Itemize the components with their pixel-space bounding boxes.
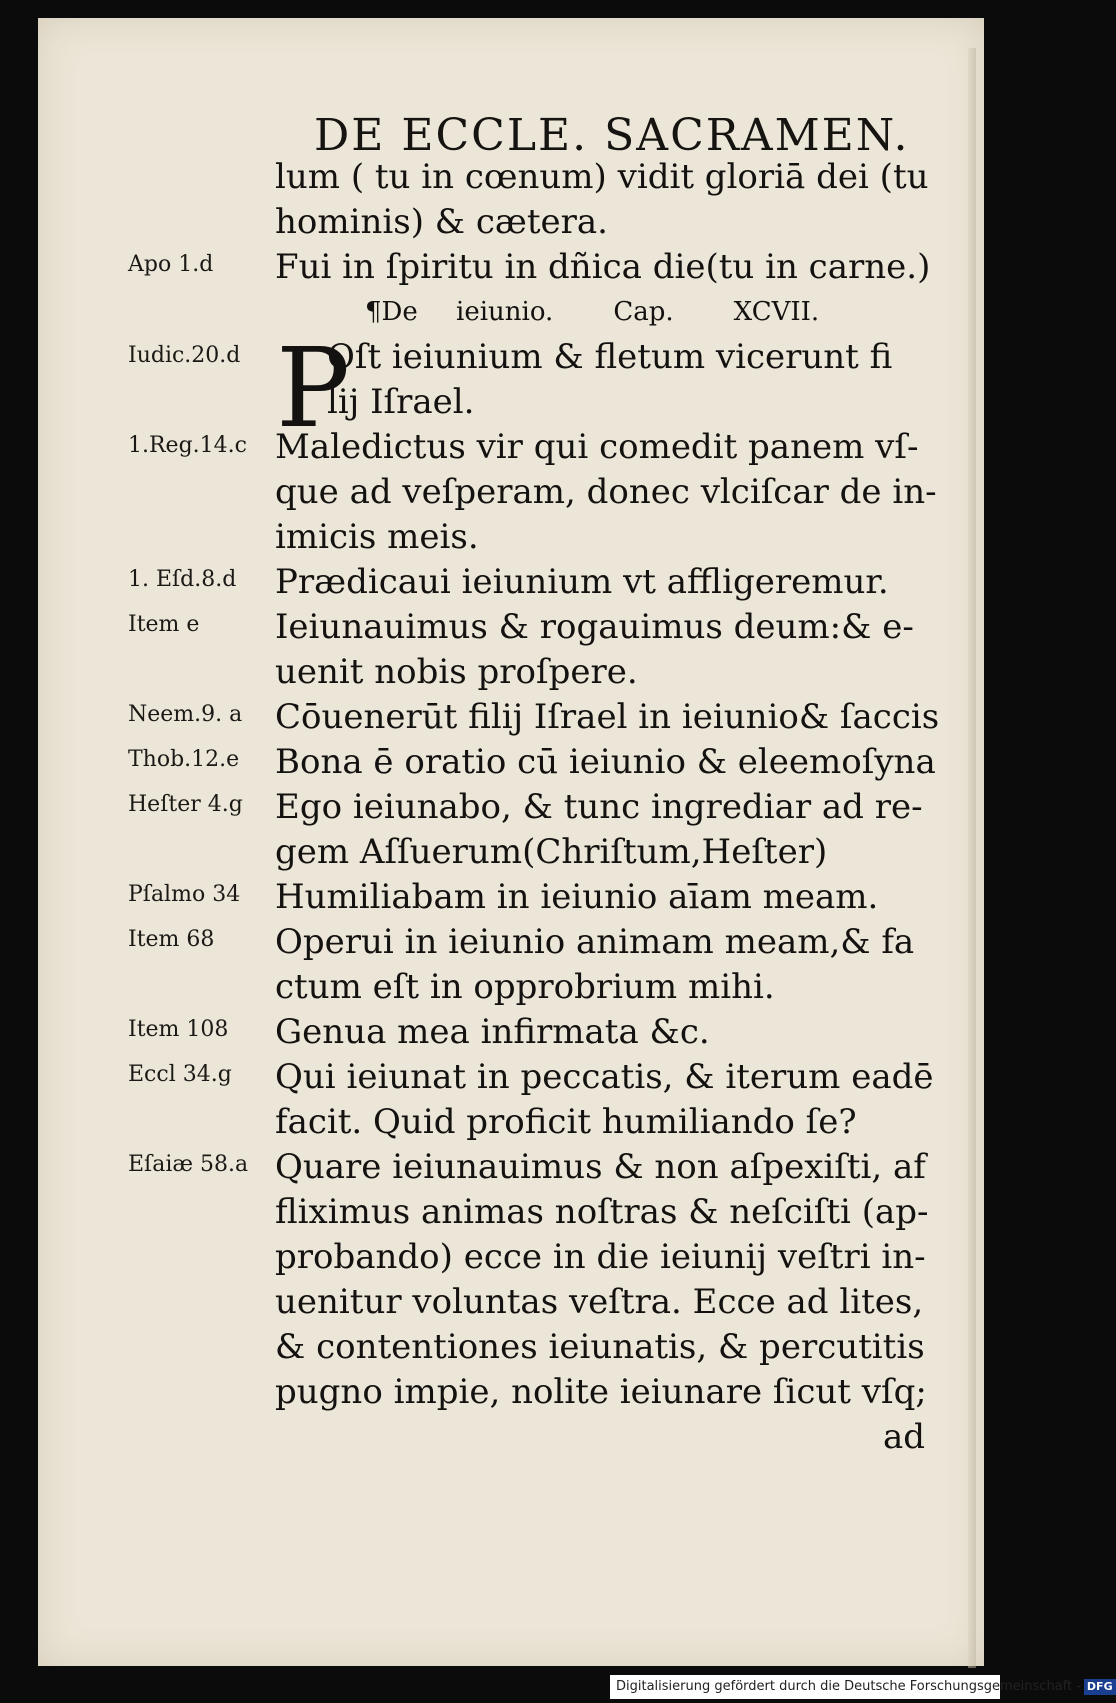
chapter-title: ¶De ieiunio. — [365, 297, 554, 327]
margin-note: Heſter 4.g — [128, 792, 243, 817]
text-line: pugno impie, nolite ieiunare ſicut vſq; — [275, 1372, 927, 1412]
text-line: Maledictus vir qui comedit panem vſ- — [275, 427, 919, 467]
text-line: gem Aſſuerum(Chriſtum,Heſter) — [275, 832, 828, 872]
margin-note: Eſaiæ 58.a — [128, 1152, 249, 1177]
chapter-number: XCVII. — [733, 297, 820, 327]
text-line: imicis meis. — [275, 517, 479, 557]
page-edge — [968, 48, 976, 1668]
text-line: Ego ieiunabo, & tunc ingrediar ad re- — [275, 787, 923, 827]
text-line: uenitur voluntas veſtra. Ecce ad lites, — [275, 1282, 924, 1322]
dfg-logo-icon: DFG — [1084, 1679, 1116, 1695]
text-line: Cōuenerūt filij Iſrael in ieiunio& ſaccis — [275, 697, 940, 737]
text-line: lij Iſrael. — [327, 382, 475, 422]
text-line: Fui in ſpiritu in dñica die(tu in carne.) — [275, 247, 931, 287]
body-text — [275, 155, 940, 1460]
text-line: hominis) & cætera. — [275, 202, 608, 242]
catchword: ad — [882, 1417, 925, 1457]
initial-letter: P — [276, 324, 351, 452]
running-head: DE ECCLE. SACRAMEN. — [314, 110, 910, 161]
text-line: lum ( tu in cœnum) vidit gloriā dei (tu — [275, 157, 929, 197]
margin-note: Thob.12.e — [128, 747, 240, 772]
text-line: Ieiunauimus & rogauimus deum:& e- — [275, 607, 914, 647]
text-line: que ad veſperam, donec vlciſcar de in- — [275, 472, 937, 512]
text-line: Qui ieiunat in peccatis, & iterum eadē — [275, 1057, 934, 1097]
text-line: Quare ieiunauimus & non aſpexiſti, af — [275, 1147, 926, 1187]
margin-note: Neem.9. a — [128, 702, 243, 727]
text-line: ctum eſt in opprobrium mihi. — [275, 967, 775, 1007]
text-line-after-initial: Oſt ieiunium & fletum vicerunt fi — [327, 337, 893, 377]
text-line: fliximus animas noſtras & neſciſti (ap- — [275, 1192, 929, 1232]
text-line: Bona ē oratio cū ieiunio & eleemoſyna — [275, 742, 936, 782]
margin-note: 1. Eſd.8.d — [128, 567, 237, 592]
margin-note: 1.Reg.14.c — [128, 433, 247, 458]
text-line: Operui in ieiunio animam meam,& fa — [275, 922, 915, 962]
chapter-cap: Cap. — [613, 297, 674, 327]
margin-note: Item 68 — [128, 927, 215, 952]
margin-note: Item 108 — [128, 1017, 229, 1042]
digitization-footer — [610, 1675, 1113, 1699]
text-line: probando) ecce in die ieiunij veſtri in- — [275, 1237, 926, 1277]
text-line: Humiliabam in ieiunio aīam meam. — [275, 877, 879, 917]
text-line: Prædicaui ieiunium vt affligeremur. — [275, 562, 889, 602]
margin-note: Apo 1.d — [128, 252, 214, 277]
margin-note: Item e — [128, 612, 200, 637]
chapter-heading — [275, 290, 935, 335]
text-line: facit. Quid proficit humiliando ſe? — [275, 1102, 857, 1142]
margin-note: Eccl 34.g — [128, 1062, 232, 1087]
margin-note: Pſalmo 34 — [128, 882, 241, 907]
text-line: & contentiones ieiunatis, & percutitis — [275, 1327, 925, 1367]
text-line: Genua mea infirmata &c. — [275, 1012, 710, 1052]
footer-text: Digitalisierung gefördert durch die Deutsche Forschungsgemeinschaft - — [616, 1679, 1081, 1694]
text-line: uenit nobis proſpere. — [275, 652, 638, 692]
margin-note: Iudic.20.d — [128, 343, 241, 368]
